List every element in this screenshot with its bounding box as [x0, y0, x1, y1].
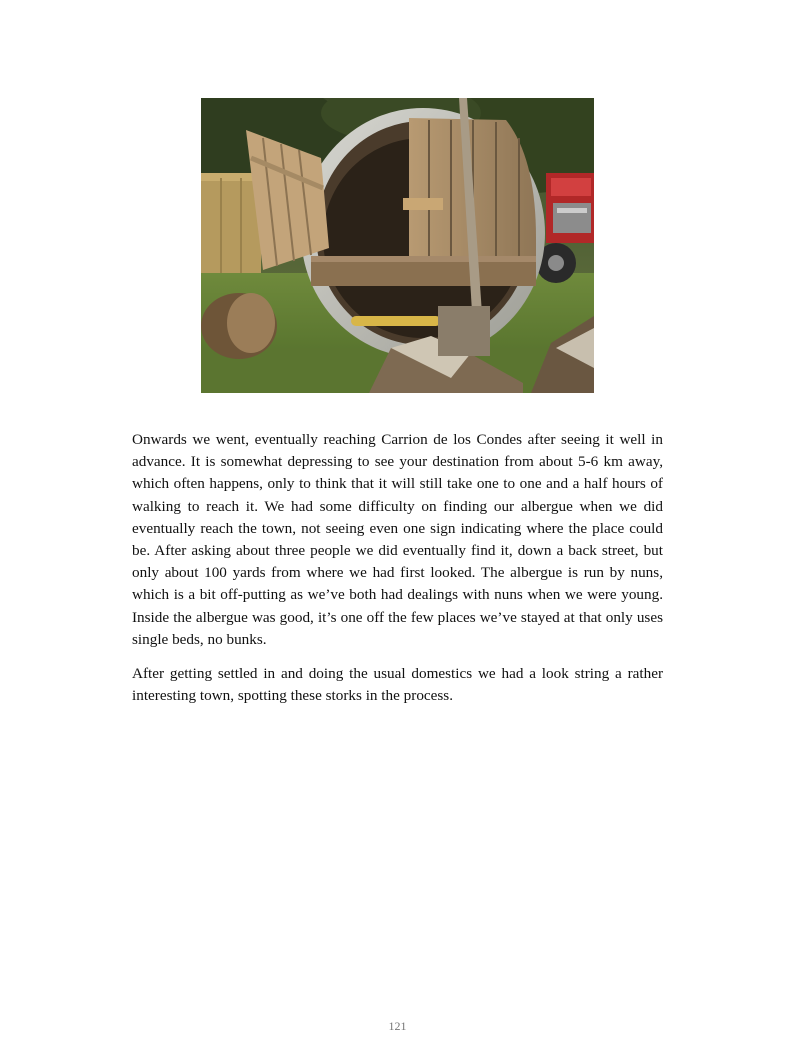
body-text — [132, 429, 663, 719]
photo-pipe-shelter — [201, 98, 594, 393]
hay-bales — [201, 173, 261, 283]
paragraph-2: After getting settled in and doing the usual domestics we had a look string a rather interesting town, spotting these storks in the process. — [132, 665, 663, 705]
paragraph-1: Onwards we went, eventually reaching Carrion de los Condes after seeing it well in advance. It is somewhat depressing to see your destination from about 5-6 km away, which often happens, only to think that it will still take one to one and a half hours of walking to reach it. We had some difficulty on finding our albergue when we did eventually reach the town, not seeing even one sign indicating where the place could be. After asking about three people we did eventually find it, down a back street, but only about 100 yards from where we had first looked. The albergue is run by nuns, which is a bit off-putting as we’ve both had dealings with nuns when we were young. Inside the albergue was good, it’s one off the few places we’ve stayed at that only uses single beds, no bunks. — [132, 431, 663, 648]
yellow-pipe — [351, 316, 441, 326]
page-number: 121 — [388, 1019, 407, 1033]
